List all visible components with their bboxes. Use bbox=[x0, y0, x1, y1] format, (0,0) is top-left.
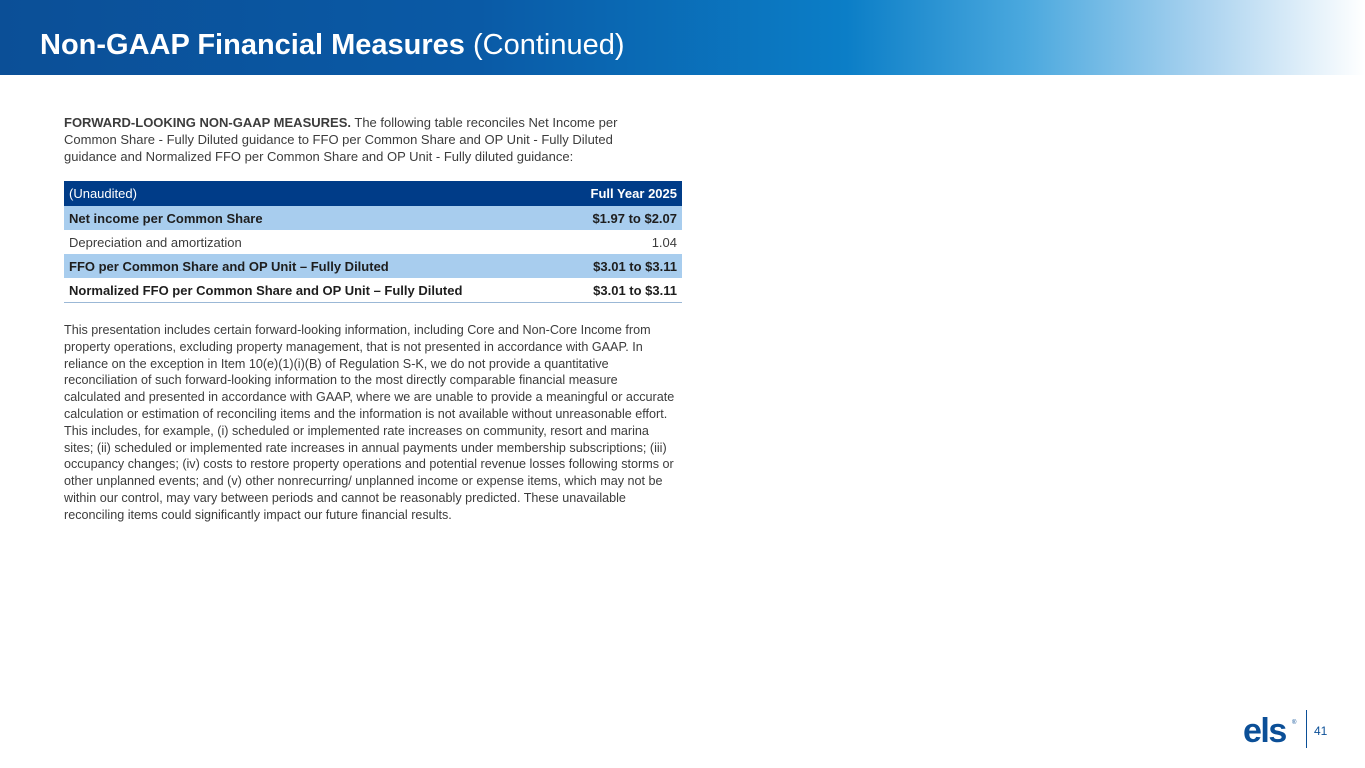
intro-paragraph bbox=[64, 114, 664, 165]
page-number: 41 bbox=[1314, 724, 1328, 738]
reconciliation-table bbox=[64, 181, 682, 303]
table-header-row bbox=[64, 181, 682, 206]
els-logo bbox=[1243, 711, 1299, 747]
table-header-label: (Unaudited) bbox=[64, 181, 563, 206]
registered-mark: ® bbox=[1292, 720, 1297, 726]
row-label: Normalized FFO per Common Share and OP Unit – Fully Diluted bbox=[64, 278, 563, 303]
logo-text: els bbox=[1243, 712, 1286, 747]
row-value: 1.04 bbox=[651, 234, 677, 250]
row-value: $3.01 to $3.11 bbox=[563, 278, 682, 303]
row-value: $3.01 to $3.11 bbox=[563, 254, 682, 278]
row-value: $1.97 to $2.07 bbox=[563, 206, 682, 230]
header-banner bbox=[0, 0, 1365, 75]
disclaimer-paragraph: This presentation includes certain forward-looking information, including Core and Non-Core Income from property operations, excluding property management, that is not presented in accordance with GAAP. In reliance on the exception in Item 10(e)(1)(i)(B) of Regulation S-K, we do not provide a quantitative reconciliation of such forward-looking information to the most directly comparable financial measure calculated and presented in accordance with GAAP, where we are unable to provide a meaningful or accurate calculation or estimation of reconciling items and the information is not available without unreasonable effort. This includes, for example, (i) scheduled or implemented rate increases on community, resort and marina sites; (ii) scheduled or implemented rate increases in annual payments under membership subscriptions; (iii) occupancy changes; (iv) costs to restore property operations and potential revenue losses following storms or other unplanned events; and (v) other nonrecurring/ unplanned income or expense items, which may not be within our control, may vary between periods and cannot be reasonably predicted. These unavailable reconciling items could significantly impact our future financial results. bbox=[64, 323, 675, 522]
table-header-value: Full Year 2025 bbox=[563, 181, 682, 206]
intro-text: The following table reconciles Net Income per Common Share - Fully Diluted guidance to FFO per Common Share and OP Unit - Fully Diluted guidance and Normalized FFO per Common Share and OP Unit - Fully diluted guidance: bbox=[64, 115, 618, 164]
row-label: FFO per Common Share and OP Unit – Fully Diluted bbox=[64, 254, 563, 278]
table-row bbox=[64, 230, 682, 254]
intro-lead: FORWARD-LOOKING NON-GAAP MEASURES. bbox=[64, 115, 351, 130]
table-row bbox=[64, 254, 682, 278]
row-label: Net income per Common Share bbox=[64, 206, 563, 230]
footer-divider bbox=[1306, 710, 1307, 748]
page-title bbox=[40, 27, 625, 63]
page-title-main: Non-GAAP Financial Measures bbox=[40, 29, 465, 61]
table-row bbox=[64, 206, 682, 230]
page-title-suffix: (Continued) bbox=[472, 29, 625, 61]
table-row bbox=[64, 278, 682, 303]
row-label: Depreciation and amortization bbox=[69, 234, 242, 250]
